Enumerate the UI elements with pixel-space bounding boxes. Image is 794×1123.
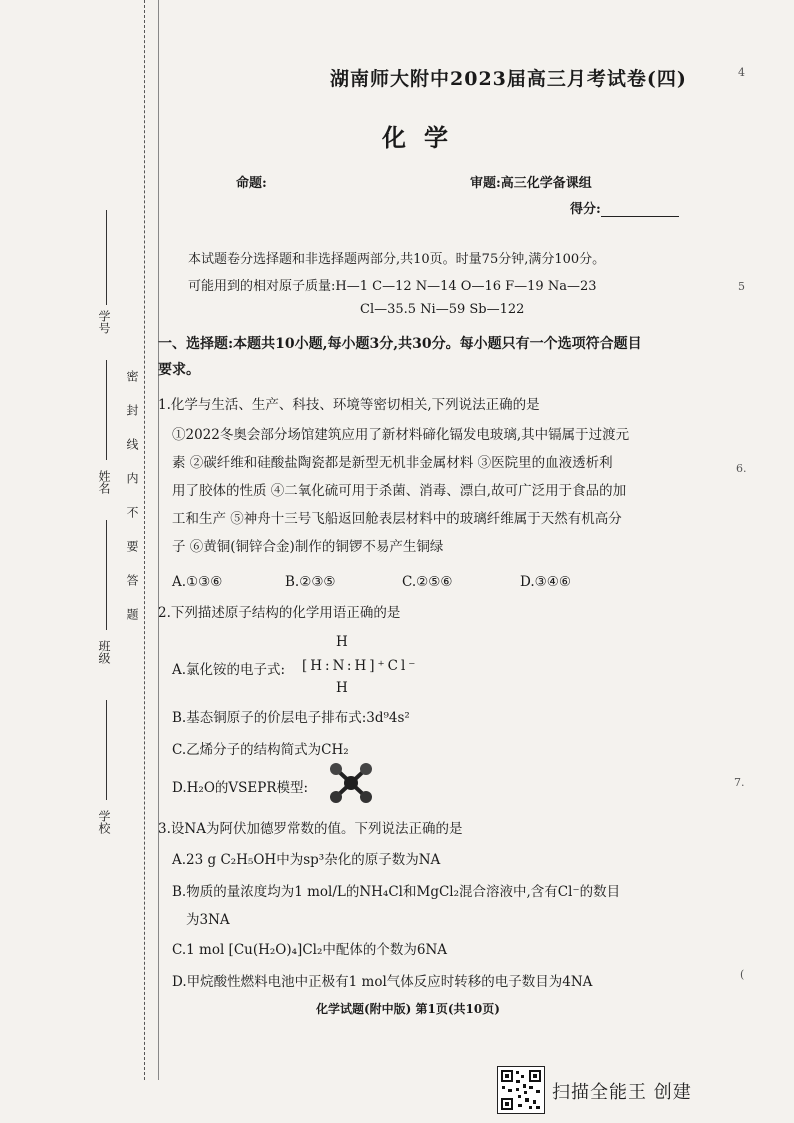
q3-option-d: D.甲烷酸性燃料电池中正极有1 mol气体反应时转移的电子数目为4NA xyxy=(172,974,593,990)
q2-option-b: B.基态铜原子的价层电子排布式:3d⁹4s² xyxy=(172,710,410,726)
q1-line-2: 素 ②碳纤维和硅酸盐陶瓷都是新型无机非金属材料 ③医院里的血液透析利 xyxy=(172,455,613,471)
q1-line-4: 工和生产 ⑤神舟十三号飞船返回舱表层材料中的玻璃纤维属于天然有机高分 xyxy=(172,511,622,527)
seal-notice: 密封线内不要答题 xyxy=(125,370,139,642)
intro-line-2: 可能用到的相对原子质量:H—1 C—12 N—14 O—16 F—19 Na—23 xyxy=(188,279,597,294)
edge-mark-4: 7. xyxy=(734,776,745,789)
q2-electron-formula-h-bottom: H xyxy=(336,680,348,696)
edge-mark-5: ( xyxy=(740,968,745,981)
school-blank xyxy=(106,700,107,800)
q3-option-a: A.23 g C₂H₅OH中为sp³杂化的原子数为NA xyxy=(172,852,441,868)
margin-school: 学校 xyxy=(97,810,111,834)
edge-mark-1: 4 xyxy=(738,66,745,79)
qr-code-image xyxy=(497,1066,545,1114)
margin-class: 班级 xyxy=(97,640,111,664)
edge-mark-3: 6. xyxy=(736,462,747,475)
edge-mark-2: 5 xyxy=(738,280,745,293)
score-blank xyxy=(601,202,679,217)
q1-line-3: 用了胶体的性质 ④二氧化硫可用于杀菌、消毒、漂白,故可广泛用于食品的加 xyxy=(172,483,627,499)
q3-stem: 3.设NA为阿伏加德罗常数的值。下列说法正确的是 xyxy=(158,821,463,837)
exam-title: 湖南师大附中2023届高三月考试卷(四) xyxy=(330,68,687,90)
scanner-watermark: 扫描全能王 创建 xyxy=(552,1082,692,1103)
vsepr-model-image xyxy=(328,762,374,804)
seal-line-solid xyxy=(158,0,159,1080)
q1-stem: 1.化学与生活、生产、科技、环境等密切相关,下列说法正确的是 xyxy=(158,397,540,413)
intro-line-3: Cl—35.5 Ni—59 Sb—122 xyxy=(360,302,525,317)
q3-option-b-line-1: B.物质的量浓度均为1 mol/L的NH₄Cl和MgCl₂混合溶液中,含有Cl⁻的数目 xyxy=(172,884,621,900)
q2-option-a-label: A.氯化铵的电子式: xyxy=(172,662,286,678)
q2-option-d: D.H₂O的VSEPR模型: xyxy=(172,780,309,796)
subject-title: 化学 xyxy=(382,123,466,152)
margin-student-id: 学号 xyxy=(97,310,111,334)
seal-line-dashed xyxy=(144,0,145,1080)
q2-electron-formula: [H:N:H]⁺Cl⁻ xyxy=(302,658,419,674)
q1-option-b: B.②③⑤ xyxy=(285,574,336,590)
q1-option-d: D.③④⑥ xyxy=(520,574,571,590)
q1-line-5: 子 ⑥黄铜(铜锌合金)制作的铜锣不易产生铜绿 xyxy=(172,539,444,555)
intro-line-1: 本试题卷分选择题和非选择题两部分,共10页。时量75分钟,满分100分。 xyxy=(188,252,606,267)
q2-option-c: C.乙烯分子的结构简式为CH₂ xyxy=(172,742,349,758)
margin-name: 姓名 xyxy=(97,470,111,494)
q3-option-b-line-2: 为3NA xyxy=(186,912,230,928)
reviewer: 审题:高三化学备课组 xyxy=(470,176,592,191)
setter-label: 命题: xyxy=(236,176,267,191)
score-field xyxy=(570,198,679,217)
q2-stem: 2.下列描述原子结构的化学用语正确的是 xyxy=(158,605,401,621)
q3-option-c: C.1 mol [Cu(H₂O)₄]Cl₂中配体的个数为6NA xyxy=(172,942,448,958)
q1-option-a: A.①③⑥ xyxy=(172,574,223,590)
section-heading-1: 一、选择题:本题共10小题,每小题3分,共30分。每小题只有一个选项符合题目 xyxy=(158,336,642,352)
score-label: 得分: xyxy=(570,202,601,217)
name-blank xyxy=(106,360,107,460)
class-blank xyxy=(106,520,107,630)
section-heading-2: 要求。 xyxy=(158,362,200,378)
student-id-blank xyxy=(106,210,107,305)
q1-option-c: C.②⑤⑥ xyxy=(402,574,453,590)
q2-electron-formula-h-top: H xyxy=(336,634,348,650)
q1-line-1: ①2022冬奥会部分场馆建筑应用了新材料碲化镉发电玻璃,其中镉属于过渡元 xyxy=(172,427,630,443)
page-footer: 化学试题(附中版) 第1页(共10页) xyxy=(316,1002,500,1016)
